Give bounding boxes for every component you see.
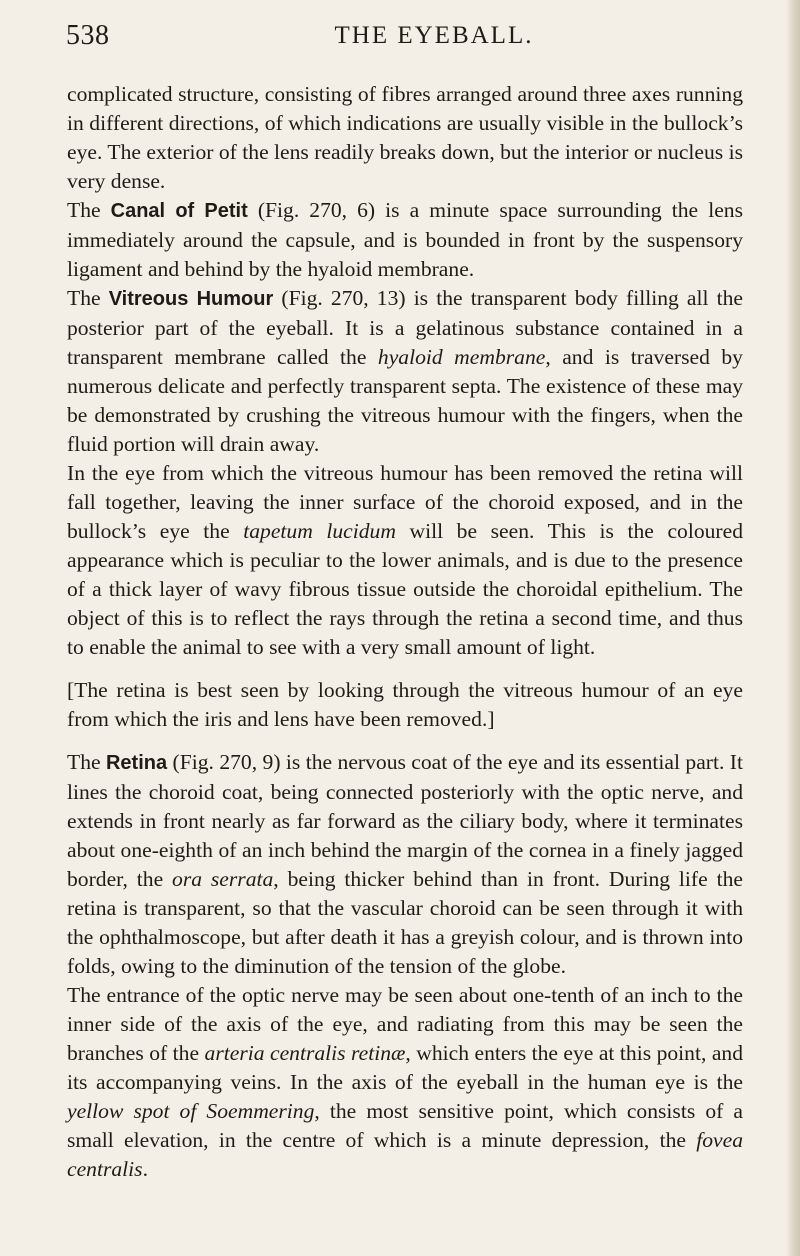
italic-arteria-centralis: arteria centralis retinæ (204, 1041, 406, 1065)
paragraph-bracketed-note: [The retina is best seen by looking through the vitreous humour of an eye from which the iris and lens have been removed.] (67, 678, 743, 731)
italic-fovea-centralis: fovea centralis (67, 1128, 743, 1181)
page-number: 538 (66, 20, 110, 51)
term-retina: Retina (105, 752, 168, 774)
running-title: THE EYEBALL. (334, 22, 534, 49)
italic-ora-serrata: ora serrata (172, 867, 274, 891)
paragraph-canal-of-petit: The Canal of Petit (Fig. 270, 6) is a minute space surrounding the lens immediately around the capsule, and is bounded in front by the suspensory ligament and behind by the hyaloid membrane. (67, 198, 743, 281)
paragraph-tapetum: In the eye from which the vitreous humour has been removed the retina will fall together, leaving the inner surface of the choroid exposed, and in the bullock’s eye the tapetum lucidum will be seen. This is the coloured appearance which is peculiar to the lower animals, and is due to the presence of a thick layer of wavy fibrous tissue outside the choroidal epithelium. The object of this is to reflect the rays through the retina a second time, and thus to enable the animal to see with a very small amount of light. (67, 461, 743, 659)
paragraph-retina: The Retina (Fig. 270, 9) is the nervous coat of the eye and its essential part. It lines the choroid coat, being connected posteriorly with the optic nerve, and extends in front nearly as far forward as the ciliary body, where it terminates about one-eighth of an inch behind the margin of the cornea in a finely jagged border, the ora serrata, being thicker behind than in front. During life the retina is transparent, so that the vascular choroid can be seen through it with the ophthalmoscope, but after death it has a greyish colour, and is thrown into folds, owing to the diminution of the tension of the globe. (67, 750, 743, 978)
italic-yellow-spot: yellow spot of Soemmering (67, 1099, 315, 1123)
term-canal-of-petit: Canal of Petit (110, 200, 248, 222)
italic-tapetum-lucidum: tapetum lucidum (243, 519, 396, 543)
paragraph-vitreous-humour: The Vitreous Humour (Fig. 270, 13) is the transparent body filling all the posterior part of the eyeball. It is a gelatinous substance contained in a transparent membrane called the hyaloid membrane, and is traversed by numerous delicate and perfectly transparent septa. The existence of these may be demonstrated by crushing the vitreous humour with the fingers, when the fluid portion will drain away. (67, 286, 743, 456)
body-text (67, 80, 743, 1184)
page-edge-shadow (786, 0, 800, 1256)
page-header (66, 20, 742, 60)
term-vitreous-humour: Vitreous Humour (108, 288, 274, 310)
paragraph-lens-structure: complicated structure, consisting of fibres arranged around three axes running in different directions, of which indications are usually visible in the bullock’s eye. The exterior of the lens readily breaks down, but the interior or nucleus is very dense. (67, 82, 743, 193)
italic-hyaloid-membrane: hyaloid membrane (377, 345, 546, 369)
paragraph-optic-nerve: The entrance of the optic nerve may be seen about one-tenth of an inch to the inner side of the axis of the eye, and radiating from this may be seen the branches of the arteria centralis retinæ, which enters the eye at this point, and its accompanying veins. In the axis of the eyeball in the human eye is the yellow spot of Soemmering, the most sensitive point, which consists of a small elevation, in the centre of which is a minute depression, the fovea centralis. (67, 983, 744, 1181)
